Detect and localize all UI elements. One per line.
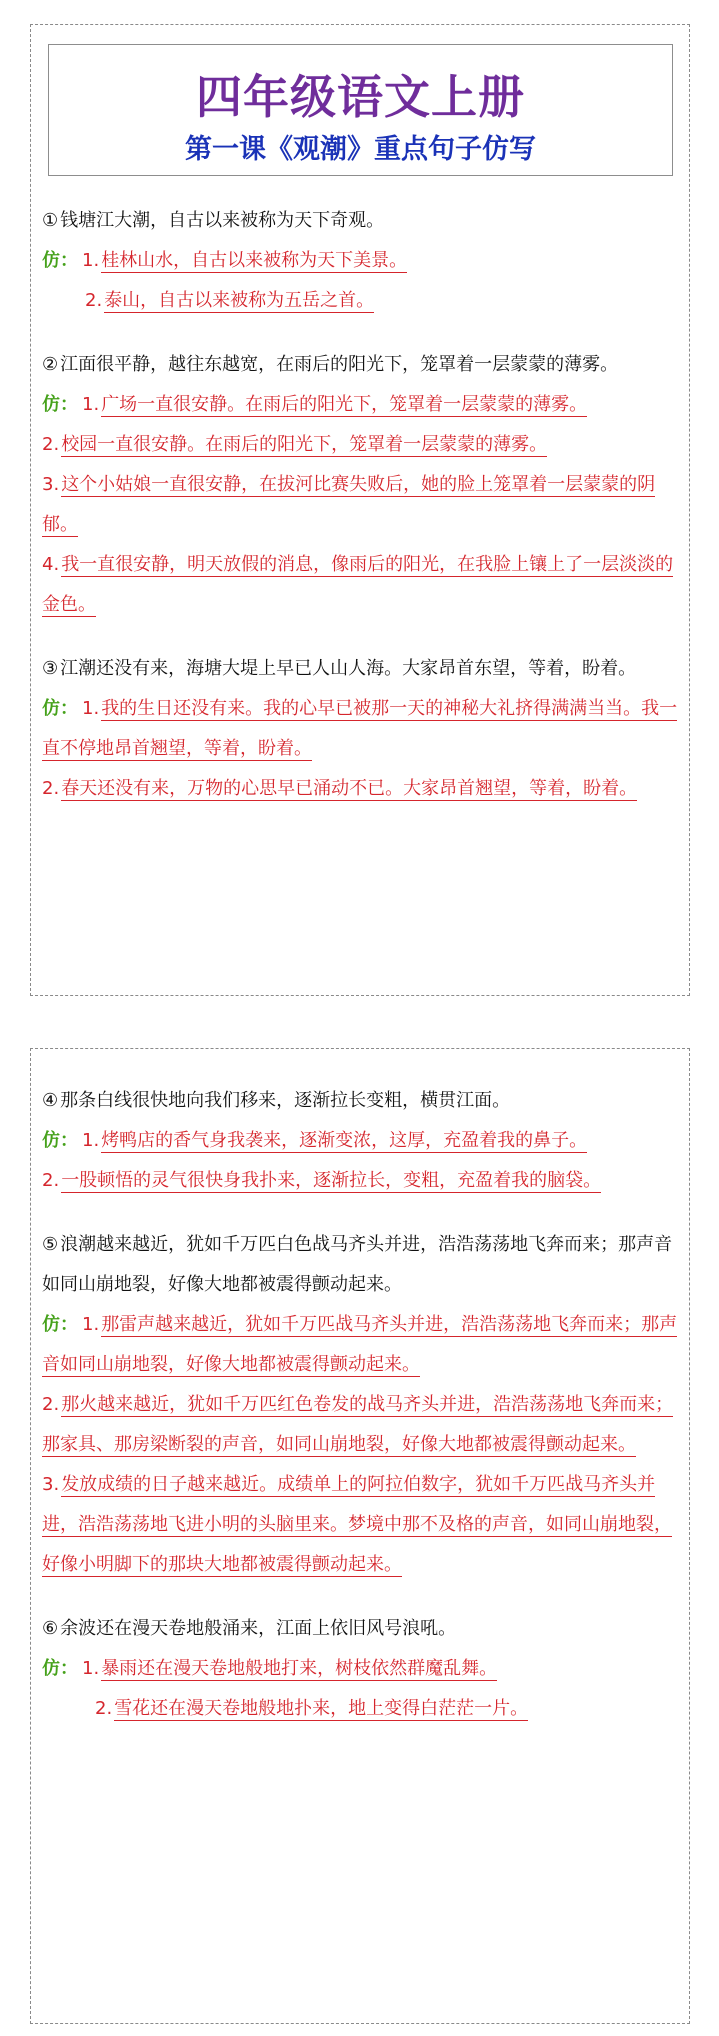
imitate-label: 仿： [42,394,78,415]
example-line [42,1305,682,1385]
section-marker: ② [42,354,59,375]
example-text: 那雷声越来越近，犹如千万匹战马齐头并进，浩浩荡荡地飞奔而来；那声音如同山崩地裂，好像大地都被震得颤动起来。 [42,1314,678,1375]
example-number: 3. [42,474,60,495]
sentence-text: 余波还在漫天卷地般涌来，江面上依旧风号浪吼。 [60,1618,457,1639]
example-number: 2. [42,1170,60,1191]
imitate-label: 仿： [42,250,78,271]
example-number: 2. [85,290,103,311]
section-marker: ③ [42,658,59,679]
example-number: 1. [82,1314,100,1335]
example-text: 我的生日还没有来。我的心早已被那一天的神秘大礼挤得满满当当。我一直不停地昂首翘望，等着，盼着。 [42,698,678,759]
example-number: 1. [82,394,100,415]
example-number: 2. [42,434,60,455]
example-text: 一股顿悟的灵气很快身我扑来，逐渐拉长，变粗，充盈着我的脑袋。 [61,1170,602,1191]
imitate-label: 仿： [42,698,78,719]
worksheet-page-2 [30,1048,690,2024]
example-line [42,1689,682,1729]
example-text: 雪花还在漫天卷地般地扑来，地上变得白茫茫一片。 [114,1698,529,1719]
example-number: 2. [95,1698,113,1719]
section-marker: ⑤ [42,1234,59,1255]
example-line [42,1121,682,1161]
sentence-text: 浪潮越来越近，犹如千万匹白色战马齐头并进，浩浩荡荡地飞奔而来；那声音如同山崩地裂，好像大地都被震得颤动起来。 [42,1234,673,1295]
section-2 [42,345,682,625]
example-number: 1. [82,698,100,719]
section-5 [42,1225,682,1585]
content-page-2 [42,1081,682,1753]
section-1 [42,201,682,321]
section-marker: ④ [42,1090,59,1111]
section-marker: ⑥ [42,1618,59,1639]
example-number: 3. [42,1474,60,1495]
imitate-label: 仿： [42,1658,78,1679]
example-text: 桂林山水，自古以来被称为天下美景。 [101,250,408,271]
example-number: 2. [42,1394,60,1415]
example-line [42,281,682,321]
page-title: 四年级语文上册 [196,70,525,124]
original-sentence [42,1225,682,1305]
example-line [42,545,682,625]
imitate-label: 仿： [42,1314,78,1335]
example-number: 2. [42,778,60,799]
example-number: 1. [82,1130,100,1151]
worksheet-page-1 [30,24,690,996]
original-sentence [42,201,682,241]
sentence-text: 江潮还没有来，海塘大堤上早已人山人海。大家昂首东望，等着，盼着。 [60,658,637,679]
example-text: 那火越来越近，犹如千万匹红色卷发的战马齐头并进，浩浩荡荡地飞奔而来；那家具、那房梁断裂的声音，如同山崩地裂，好像大地都被震得颤动起来。 [42,1394,674,1455]
example-line [42,465,682,545]
title-box [48,44,673,176]
section-marker: ① [42,210,59,231]
example-text: 泰山，自古以来被称为五岳之首。 [104,290,375,311]
section-6 [42,1609,682,1729]
example-line [42,1649,682,1689]
imitate-label: 仿： [42,1130,78,1151]
content-page-1 [42,201,682,833]
example-line [42,689,682,769]
example-number: 1. [82,1658,100,1679]
section-3 [42,649,682,809]
example-line [42,425,682,465]
example-text: 我一直很安静，明天放假的消息，像雨后的阳光，在我脸上镶上了一层淡淡的金色。 [42,554,674,615]
example-line [42,1161,682,1201]
sentence-text: 钱塘江大潮，自古以来被称为天下奇观。 [60,210,385,231]
original-sentence [42,345,682,385]
example-text: 广场一直很安静。在雨后的阳光下，笼罩着一层蒙蒙的薄雾。 [101,394,588,415]
example-number: 4. [42,554,60,575]
sentence-text: 江面很平静，越往东越宽，在雨后的阳光下，笼罩着一层蒙蒙的薄雾。 [60,354,619,375]
page-subtitle: 第一课《观潮》重点句子仿写 [185,134,536,165]
original-sentence [42,649,682,689]
original-sentence [42,1609,682,1649]
example-number: 1. [82,250,100,271]
example-text: 发放成绩的日子越来越近。成绩单上的阿拉伯数字，犹如千万匹战马齐头并进，浩浩荡荡地飞进小明的头脑里来。梦境中那不及格的声音，如同山崩地裂，好像小明脚下的那块大地都被震得颤动起来。 [42,1474,672,1575]
example-text: 春天还没有来，万物的心思早已涌动不已。大家昂首翘望，等着，盼着。 [61,778,638,799]
example-line [42,385,682,425]
example-text: 烤鸭店的香气身我袭来，逐渐变浓，这厚，充盈着我的鼻子。 [101,1130,588,1151]
example-text: 暴雨还在漫天卷地般地打来，树枝依然群魔乱舞。 [101,1658,498,1679]
example-text: 这个小姑娘一直很安静，在拔河比赛失败后，她的脸上笼罩着一层蒙蒙的阴郁。 [42,474,656,535]
example-line [42,769,682,809]
section-4 [42,1081,682,1201]
sentence-text: 那条白线很快地向我们移来，逐渐拉长变粗，横贯江面。 [60,1090,511,1111]
original-sentence [42,1081,682,1121]
example-line [42,241,682,281]
example-text: 校园一直很安静。在雨后的阳光下，笼罩着一层蒙蒙的薄雾。 [61,434,548,455]
example-line [42,1385,682,1465]
example-line [42,1465,682,1585]
